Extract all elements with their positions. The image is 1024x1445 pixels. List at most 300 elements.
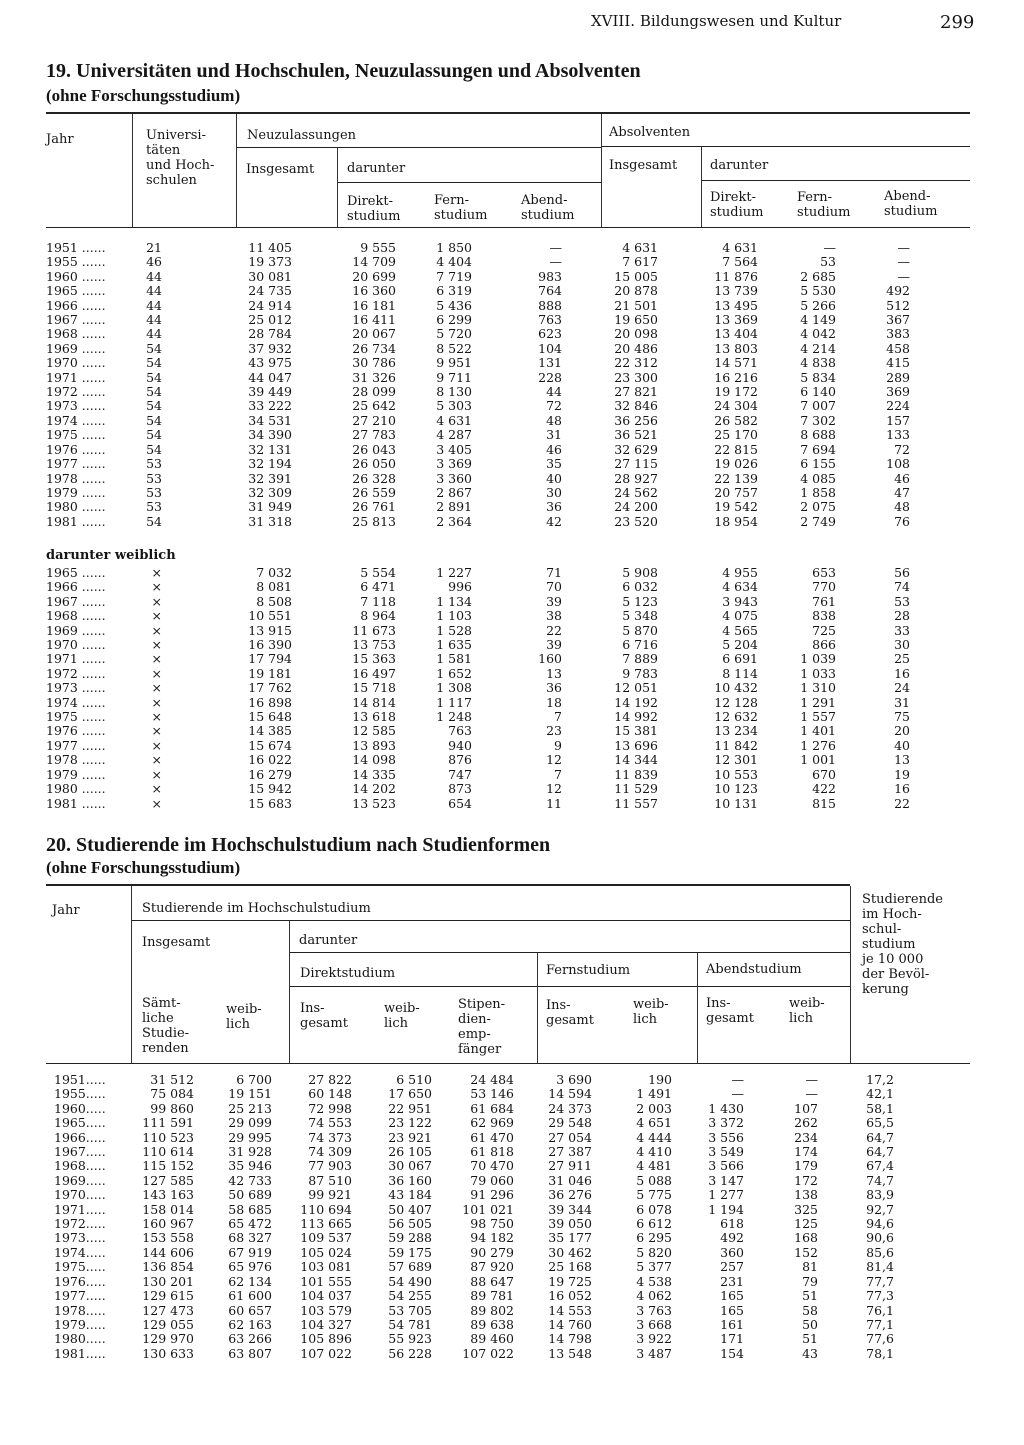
t19-col-abs-abend-values-cell: 367 xyxy=(886,312,910,328)
t20-col-saemtliche-values-cell: 129 055 xyxy=(142,1316,194,1332)
t20-col-abend-weiblich-values-cell: 325 xyxy=(794,1201,818,1217)
t19-w-col-neu-insgesamt-values-cell: 16 279 xyxy=(248,766,292,782)
t19-years-col-cell: 1981 ...... xyxy=(46,513,106,529)
t19-col-direkt-values-cell: 9 555 xyxy=(360,240,396,255)
t20-col-direkt-insgesamt-values xyxy=(290,1073,352,1361)
t20-col-rate-values-cell: 74,7 xyxy=(866,1172,894,1188)
t20-col-direkt-insgesamt-values-cell: 104 037 xyxy=(300,1288,352,1304)
t20-col-weiblich-values-cell: 65 472 xyxy=(228,1216,272,1232)
t19-col-abs-insgesamt-values-cell: 20 098 xyxy=(614,326,658,342)
t19-w-col-neu-insgesamt-values-cell: 17 762 xyxy=(248,680,292,696)
t20-years-col-cell: 1971..... xyxy=(54,1201,106,1217)
t19-col-abend-values-cell: 623 xyxy=(538,326,562,342)
t19-w-years-col-cell: 1967 ...... xyxy=(46,593,106,609)
t20-col-stipendien-values-cell: 87 920 xyxy=(470,1259,514,1275)
t19-col-universities-values-cell: 54 xyxy=(146,441,162,457)
t20-years-col-cell: 1981..... xyxy=(54,1345,106,1361)
t20-col-weiblich-values-cell: 29 099 xyxy=(228,1115,272,1131)
t19-group-neuzulassungen: Neuzulassungen xyxy=(247,128,357,143)
t19-col-abs-insgesamt-values-cell: 19 650 xyxy=(614,312,658,328)
t20-col-weiblich-values-cell: 68 327 xyxy=(228,1230,272,1246)
t20-col-saemtliche-values-cell: 144 606 xyxy=(142,1244,194,1260)
t19-col-abs-insgesamt-values-cell: 23 520 xyxy=(614,513,658,529)
t20-col-weiblich-values-cell: 60 657 xyxy=(228,1302,272,1318)
t19-w-col-abs-direkt-values-cell: 3 943 xyxy=(722,593,758,609)
t19-col-abend-values-cell: 48 xyxy=(546,412,562,428)
t19-col-abs-fern-values-cell: 8 688 xyxy=(800,427,836,443)
t19-col-abs-abend-values-cell: 157 xyxy=(886,412,910,428)
t19-col-direkt: Direkt- studium xyxy=(347,194,401,224)
t19-w-col-abs-direkt-values-cell: 6 691 xyxy=(722,651,758,667)
t19-w-col-abend-values-cell: 70 xyxy=(546,579,562,595)
t20-col-weiblich-values-cell: 62 134 xyxy=(228,1273,272,1289)
t20-col-direkt-weiblich-values-cell: 56 228 xyxy=(388,1345,432,1361)
t19-rule-dar2 xyxy=(702,180,970,181)
t19-w-col-abs-fern-values-cell: 1 276 xyxy=(800,737,836,753)
t20-col-weiblich: weib- lich xyxy=(226,1002,262,1032)
t19-col-abs-direkt-values-cell: 13 803 xyxy=(714,340,758,356)
t20-col-rate-values-cell: 77,6 xyxy=(866,1331,894,1347)
t20-years-col-cell: 1968..... xyxy=(54,1158,106,1174)
t20-col-stipendien: Stipen- dien- emp- fänger xyxy=(458,997,506,1057)
t19-col-direkt-values-cell: 27 210 xyxy=(352,412,396,428)
t19-col-fern-values xyxy=(420,241,472,529)
t19-w-years-col-cell: 1973 ...... xyxy=(46,680,106,696)
t19-w-col-fern-values-cell: 876 xyxy=(448,752,472,768)
t19-w-col-direkt-values-cell: 11 673 xyxy=(352,622,396,638)
t19-col-abs-direkt-values-cell: 19 026 xyxy=(714,456,758,472)
t19-col-abs-abend-values-cell: 492 xyxy=(886,283,910,299)
t20-col-stipendien-values-cell: 94 182 xyxy=(470,1230,514,1246)
t19-col-fern-values-cell: 4 631 xyxy=(436,412,472,428)
t19-w-col-abs-fern-values-cell: 1 033 xyxy=(800,665,836,681)
t19-w-col-abs-fern-values-cell: 1 039 xyxy=(800,651,836,667)
t20-col-direkt-insgesamt-values-cell: 60 148 xyxy=(308,1086,352,1102)
t19-w-col-direkt-values-cell: 14 335 xyxy=(352,766,396,782)
t19-w-col-neu-insgesamt-values xyxy=(230,566,292,811)
t19-col-direkt-values-cell: 26 043 xyxy=(352,441,396,457)
t19-col-abs-direkt-values-cell: 25 170 xyxy=(714,427,758,443)
t19-col-abend-values-cell: 228 xyxy=(538,369,562,385)
t19-col-neu-insgesamt-values-cell: 39 449 xyxy=(248,384,292,400)
t19-w-col-neu-insgesamt-values-cell: 13 915 xyxy=(248,622,292,638)
t19-col-abs-fern-values-cell: 6 140 xyxy=(800,384,836,400)
t20-col-fern-weiblich-values-cell: 3 763 xyxy=(636,1302,672,1318)
t20-col-weiblich-values-cell: 42 733 xyxy=(228,1172,272,1188)
t19-col-abs-abend-values-cell: 289 xyxy=(886,369,910,385)
t20-col-abend-insgesamt-values-cell: 3 147 xyxy=(708,1172,744,1188)
t19-w-col-abs-direkt-values-cell: 12 128 xyxy=(714,694,758,710)
t19-w-col-abend-values-cell: 7 xyxy=(554,766,562,782)
t20-col-rate-values-cell: 83,9 xyxy=(866,1187,894,1203)
t19-col-abend-values-cell: 30 xyxy=(546,484,562,500)
t20-col-weiblich-values-cell: 19 151 xyxy=(228,1086,272,1102)
t20-col-stipendien-values-cell: 62 969 xyxy=(470,1115,514,1131)
t20-col-weiblich-values-cell: 35 946 xyxy=(228,1158,272,1174)
t19-w-col-neu-insgesamt-values-cell: 16 390 xyxy=(248,637,292,653)
table19-title: 19. Universitäten und Hochschulen, Neuzulassungen und Absolventen xyxy=(46,60,641,82)
t20-col-abend-weiblich-values-cell: 234 xyxy=(794,1129,818,1145)
t20-col-abend-weiblich-values xyxy=(776,1073,818,1361)
t19-col-neu-insgesamt-values-cell: 19 373 xyxy=(248,254,292,270)
t19-col-abs-abend-values-cell: 512 xyxy=(886,297,910,313)
t19-w-col-abs-abend-values-cell: 16 xyxy=(894,665,910,681)
t19-w-col-abs-insgesamt-values-cell: 11 529 xyxy=(614,781,658,797)
t20-col-saemtliche-values-cell: 129 615 xyxy=(142,1288,194,1304)
t20-col-fern-weiblich-values-cell: 4 651 xyxy=(636,1115,672,1131)
t20-col-abend-weiblich-values-cell: 125 xyxy=(794,1216,818,1232)
t19-w-col-fern-values-cell: 1 227 xyxy=(436,565,472,580)
t20-col-abend-insgesamt-values-cell: 3 556 xyxy=(708,1129,744,1145)
t19-w-col-abs-fern-values xyxy=(784,566,836,811)
t20-col-fern-insgesamt-values-cell: 14 798 xyxy=(548,1331,592,1347)
t19-col-fern-values-cell: 5 720 xyxy=(436,326,472,342)
t19-w-col-abs-fern-values-cell: 653 xyxy=(812,565,836,580)
t20-col-abend-weiblich-values-cell: 43 xyxy=(802,1345,818,1361)
t19-w-col-abend-values-cell: 11 xyxy=(546,795,562,811)
t20-col-fern-weiblich-values-cell: 3 922 xyxy=(636,1331,672,1347)
t19-header-bottom-rule xyxy=(46,227,970,228)
t20-col-abend-insgesamt-values-cell: 1 277 xyxy=(708,1187,744,1203)
t20-col-rate-values-cell: 67,4 xyxy=(866,1158,894,1174)
t19-w-col-abs-fern-values-cell: 1 557 xyxy=(800,709,836,725)
t19-w-col-universities-values-cell: × xyxy=(151,622,162,638)
t20-rule-sub xyxy=(290,986,850,987)
t19-years-col-cell: 1969 ...... xyxy=(46,340,106,356)
t20-col-stipendien-values-cell: 61 684 xyxy=(470,1100,514,1116)
t20-col-direkt-weiblich-values-cell: 59 175 xyxy=(388,1244,432,1260)
t19-col-abs-direkt-values-cell: 24 304 xyxy=(714,398,758,414)
t19-w-col-abs-fern-values-cell: 838 xyxy=(812,608,836,624)
t19-w-col-abs-insgesamt-values-cell: 11 839 xyxy=(614,766,658,782)
t19-col-universities-values-cell: 54 xyxy=(146,398,162,414)
t19-col-abs-direkt-values-cell: 22 815 xyxy=(714,441,758,457)
t19-w-col-universities-values-cell: × xyxy=(151,709,162,725)
t19-col-abs-fern-values-cell: 4 214 xyxy=(800,340,836,356)
t19-col-abs-darunter: darunter xyxy=(710,158,769,173)
t19-col-abs-abend: Abend- studium xyxy=(884,189,938,219)
t19-col-fern-values-cell: 8 130 xyxy=(436,384,472,400)
t19-col-universities-values-cell: 54 xyxy=(146,369,162,385)
t19-w-col-universities-values-cell: × xyxy=(151,579,162,595)
t19-w-col-abs-abend-values-cell: 40 xyxy=(894,737,910,753)
t19-w-col-direkt-values-cell: 14 098 xyxy=(352,752,396,768)
t20-col-direkt-insgesamt-values-cell: 110 694 xyxy=(300,1201,352,1217)
t20-col-direkt-insgesamt-values-cell: 87 510 xyxy=(308,1172,352,1188)
t19-vline-1 xyxy=(132,114,133,227)
t20-col-weiblich-values-cell: 25 213 xyxy=(228,1100,272,1116)
t19-w-col-abs-direkt-values-cell: 10 123 xyxy=(714,781,758,797)
t19-w-col-abend-values xyxy=(520,566,562,811)
t20-group-direktstudium: Direktstudium xyxy=(300,966,396,981)
t19-col-direkt-values-cell: 31 326 xyxy=(352,369,396,385)
t19-vline-2 xyxy=(236,114,237,227)
t20-col-direkt-weiblich-values-cell: 22 951 xyxy=(388,1100,432,1116)
t19-col-universities-values-cell: 53 xyxy=(146,456,162,472)
t19-w-col-direkt-values-cell: 15 718 xyxy=(352,680,396,696)
t19-col-universities-values-cell: 21 xyxy=(146,240,162,255)
t19-col-fern-values-cell: 4 287 xyxy=(436,427,472,443)
t20-col-fern-insgesamt-values-cell: 14 553 xyxy=(548,1302,592,1318)
t20-col-fern-weiblich-values-cell: 5 377 xyxy=(636,1259,672,1275)
t20-col-abend-insgesamt-values-cell: 257 xyxy=(720,1259,744,1275)
t20-col-stipendien-values-cell: 101 021 xyxy=(462,1201,514,1217)
t19-col-fern-values-cell: 3 405 xyxy=(436,441,472,457)
t20-col-rate-values-cell: 77,7 xyxy=(866,1273,894,1289)
t19-years-col-cell: 1978 ...... xyxy=(46,470,106,486)
t20-col-saemtliche-values-cell: 127 585 xyxy=(142,1172,194,1188)
t19-w-col-direkt-values-cell: 15 363 xyxy=(352,651,396,667)
t19-col-abs-fern-values-cell: 4 838 xyxy=(800,355,836,371)
t19-col-abs-fern-values-cell: 4 149 xyxy=(800,312,836,328)
t19-years-col-cell: 1968 ...... xyxy=(46,326,106,342)
t19-col-abs-fern-values-cell: 5 530 xyxy=(800,283,836,299)
t19-w-col-abs-fern-values-cell: 1 291 xyxy=(800,694,836,710)
t19-col-neu-darunter: darunter xyxy=(347,161,406,176)
t20-col-abend-insgesamt-values-cell: — xyxy=(731,1086,744,1102)
t19-vline-5 xyxy=(701,147,702,227)
t19-w-col-direkt-values xyxy=(336,566,396,811)
t19-col-direkt-values-cell: 25 813 xyxy=(352,513,396,529)
t20-col-abend-insgesamt-values-cell: 165 xyxy=(720,1302,744,1318)
t20-years-col-cell: 1972..... xyxy=(54,1216,106,1232)
t19-w-col-abs-insgesamt-values-cell: 5 348 xyxy=(622,608,658,624)
t19-w-col-direkt-values-cell: 13 523 xyxy=(352,795,396,811)
t20-col-fern-insgesamt: Ins- gesamt xyxy=(546,998,594,1028)
t19-w-years-col xyxy=(46,566,106,811)
t20-col-weiblich-values-cell: 63 266 xyxy=(228,1331,272,1347)
t20-col-fern-weiblich-values-cell: 5 820 xyxy=(636,1244,672,1260)
t19-w-col-abs-abend-values-cell: 24 xyxy=(894,680,910,696)
t19-vline-4 xyxy=(601,114,602,227)
t19-w-col-abs-direkt-values-cell: 4 634 xyxy=(722,579,758,595)
t19-col-universities-values-cell: 44 xyxy=(146,297,162,313)
t19-w-col-abend-values-cell: 12 xyxy=(546,781,562,797)
t19-col-abs-abend-values-cell: 133 xyxy=(886,427,910,443)
t19-w-col-fern-values-cell: 1 134 xyxy=(436,593,472,609)
t19-w-col-abs-direkt-values-cell: 10 432 xyxy=(714,680,758,696)
t20-col-fern-insgesamt-values-cell: 36 276 xyxy=(548,1187,592,1203)
t20-vline-4 xyxy=(697,953,698,1063)
t19-col-abs-insgesamt-values-cell: 20 878 xyxy=(614,283,658,299)
t19-w-col-neu-insgesamt-values-cell: 14 385 xyxy=(248,723,292,739)
t19-col-universities-values-cell: 44 xyxy=(146,268,162,284)
t19-col-abs-abend-values-cell: 224 xyxy=(886,398,910,414)
t20-col-saemtliche-values-cell: 99 860 xyxy=(150,1100,194,1116)
t19-w-col-abs-insgesamt-values-cell: 14 344 xyxy=(614,752,658,768)
t19-col-abs-insgesamt: Insgesamt xyxy=(609,158,678,173)
t19-w-col-universities-values-cell: × xyxy=(151,665,162,681)
t19-col-abend-values xyxy=(520,241,562,529)
t19-col-abend: Abend- studium xyxy=(521,193,575,223)
t19-col-abs-insgesamt-values-cell: 36 256 xyxy=(614,412,658,428)
t19-col-direkt-values-cell: 30 786 xyxy=(352,355,396,371)
t20-col-stipendien-values-cell: 79 060 xyxy=(470,1172,514,1188)
t19-w-col-fern-values-cell: 1 635 xyxy=(436,637,472,653)
t19-col-abs-direkt-values-cell: 13 369 xyxy=(714,312,758,328)
t19-col-abend-values-cell: 36 xyxy=(546,499,562,515)
t19-col-abs-abend-values xyxy=(870,241,910,529)
t20-col-stipendien-values-cell: 89 638 xyxy=(470,1316,514,1332)
t20-col-rate-values xyxy=(850,1073,894,1361)
t20-col-fern-weiblich-values-cell: 4 444 xyxy=(636,1129,672,1145)
t20-col-fern-weiblich-values-cell: 5 775 xyxy=(636,1187,672,1203)
t20-col-fern-insgesamt-values-cell: 3 690 xyxy=(556,1072,592,1087)
t19-col-abend-values-cell: 46 xyxy=(546,441,562,457)
t19-w-col-abs-fern-values-cell: 422 xyxy=(812,781,836,797)
t19-years-col-cell: 1975 ...... xyxy=(46,427,106,443)
t20-col-fern-insgesamt-values-cell: 16 052 xyxy=(548,1288,592,1304)
t20-col-direkt-weiblich-values-cell: 6 510 xyxy=(396,1072,432,1087)
t20-col-abend-insgesamt-values-cell: 231 xyxy=(720,1273,744,1289)
t20-col-fern-insgesamt-values-cell: 29 548 xyxy=(548,1115,592,1131)
t19-w-col-universities-values-cell: × xyxy=(151,637,162,653)
t20-col-stipendien-values-cell: 90 279 xyxy=(470,1244,514,1260)
t20-col-fern-weiblich-values-cell: 1 491 xyxy=(636,1086,672,1102)
t19-w-col-abend-values-cell: 39 xyxy=(546,637,562,653)
t19-w-years-col-cell: 1965 ...... xyxy=(46,565,106,580)
t19-col-abend-values-cell: — xyxy=(549,240,562,255)
t20-col-abend-weiblich-values-cell: 51 xyxy=(802,1288,818,1304)
t20-col-direkt-weiblich-values-cell: 26 105 xyxy=(388,1144,432,1160)
t19-w-col-neu-insgesamt-values-cell: 8 081 xyxy=(256,579,292,595)
t19-w-col-direkt-values-cell: 14 814 xyxy=(352,694,396,710)
t19-col-neu-insgesamt-values-cell: 32 194 xyxy=(248,456,292,472)
t19-w-col-abs-fern-values-cell: 770 xyxy=(812,579,836,595)
t19-w-years-col-cell: 1968 ...... xyxy=(46,608,106,624)
t19-w-col-abs-insgesamt-values-cell: 5 123 xyxy=(622,593,658,609)
t19-w-years-col-cell: 1977 ...... xyxy=(46,737,106,753)
t19-w-col-abs-abend-values-cell: 74 xyxy=(894,579,910,595)
t19-years-col-cell: 1970 ...... xyxy=(46,355,106,371)
t19-w-col-fern-values-cell: 747 xyxy=(448,766,472,782)
t19-w-col-neu-insgesamt-values-cell: 15 648 xyxy=(248,709,292,725)
t19-w-col-abs-abend-values-cell: 30 xyxy=(894,637,910,653)
t20-col-stipendien-values-cell: 61 470 xyxy=(470,1129,514,1145)
t20-col-weiblich-values-cell: 67 919 xyxy=(228,1244,272,1260)
t19-col-universities-values-cell: 54 xyxy=(146,384,162,400)
t19-w-years-col-cell: 1969 ...... xyxy=(46,622,106,638)
t19-w-col-abend-values-cell: 13 xyxy=(546,665,562,681)
t20-col-saemtliche-values-cell: 130 201 xyxy=(142,1273,194,1289)
t20-col-stipendien-values-cell: 24 484 xyxy=(470,1072,514,1087)
t20-col-saemtliche-values-cell: 136 854 xyxy=(142,1259,194,1275)
t19-w-col-neu-insgesamt-values-cell: 19 181 xyxy=(248,665,292,681)
t19-col-abend-values-cell: 35 xyxy=(546,456,562,472)
t19-col-abs-abend-values-cell: 76 xyxy=(894,513,910,529)
t19-w-col-fern-values-cell: 1 528 xyxy=(436,622,472,638)
t19-col-direkt-values-cell: 14 709 xyxy=(352,254,396,270)
t20-col-abend-insgesamt: Ins- gesamt xyxy=(706,996,754,1026)
t19-col-fern-values-cell: 3 369 xyxy=(436,456,472,472)
t20-years-col-cell: 1966..... xyxy=(54,1129,106,1145)
t19-w-col-universities-values-cell: × xyxy=(151,795,162,811)
t20-col-weiblich-values-cell: 31 928 xyxy=(228,1144,272,1160)
t20-vline-1 xyxy=(131,886,132,1063)
t20-col-saemtliche-values-cell: 160 967 xyxy=(142,1216,194,1232)
t20-col-direkt-insgesamt-values-cell: 105 896 xyxy=(300,1331,352,1347)
table20-title: 20. Studierende im Hochschulstudium nach Studienformen xyxy=(46,834,551,856)
t19-w-col-fern-values xyxy=(420,566,472,811)
t20-col-saemtliche-values-cell: 143 163 xyxy=(142,1187,194,1203)
t19-col-universities-values-cell: 53 xyxy=(146,470,162,486)
t19-w-col-abs-insgesamt-values-cell: 14 192 xyxy=(614,694,658,710)
t19-rule-neu xyxy=(237,147,602,148)
t19-w-col-fern-values-cell: 1 581 xyxy=(436,651,472,667)
t19-col-direkt-values-cell: 26 734 xyxy=(352,340,396,356)
t19-col-fern-values-cell: 2 867 xyxy=(436,484,472,500)
t20-col-abend-weiblich-values-cell: 58 xyxy=(802,1302,818,1318)
t20-col-direkt-insgesamt-values-cell: 99 921 xyxy=(308,1187,352,1203)
t20-col-saemtliche-values-cell: 127 473 xyxy=(142,1302,194,1318)
t20-col-stipendien-values-cell: 107 022 xyxy=(462,1345,514,1361)
t19-col-universities-values-cell: 46 xyxy=(146,254,162,270)
t20-group-studierende: Studierende im Hochschulstudium xyxy=(142,901,371,916)
t19-years-col-cell: 1951 ...... xyxy=(46,240,106,255)
t19-w-col-abs-direkt-values-cell: 13 234 xyxy=(714,723,758,739)
t19-w-col-abs-insgesamt-values-cell: 15 381 xyxy=(614,723,658,739)
t20-col-direkt-weiblich-values-cell: 36 160 xyxy=(388,1172,432,1188)
t19-w-col-abs-insgesamt-values xyxy=(598,566,658,811)
t19-w-col-abs-insgesamt-values-cell: 12 051 xyxy=(614,680,658,696)
t20-col-stipendien-values-cell: 91 296 xyxy=(470,1187,514,1203)
t19-col-neu-insgesamt-values-cell: 32 391 xyxy=(248,470,292,486)
t20-col-weiblich-values-cell: 61 600 xyxy=(228,1288,272,1304)
t19-col-abs-fern-values-cell: 53 xyxy=(820,254,836,270)
t19-section-darunter-weiblich: darunter weiblich xyxy=(46,548,176,563)
t19-col-fern-values-cell: 3 360 xyxy=(436,470,472,486)
t19-w-col-abs-insgesamt-values-cell: 7 889 xyxy=(622,651,658,667)
t19-w-col-fern-values-cell: 654 xyxy=(448,795,472,811)
t19-col-direkt-values-cell: 26 328 xyxy=(352,470,396,486)
t19-w-col-universities-values-cell: × xyxy=(151,766,162,782)
t19-col-abs-fern-values xyxy=(784,241,836,529)
t20-col-direkt-insgesamt-values-cell: 107 022 xyxy=(300,1345,352,1361)
t19-col-abs-direkt-values-cell: 18 954 xyxy=(714,513,758,529)
t19-col-neu-insgesamt-values-cell: 28 784 xyxy=(248,326,292,342)
t20-col-rate-values-cell: 64,7 xyxy=(866,1144,894,1160)
t20-col-fern-weiblich-values-cell: 4 481 xyxy=(636,1158,672,1174)
t19-w-col-abend-values-cell: 71 xyxy=(546,565,562,580)
t19-w-col-abs-abend-values-cell: 56 xyxy=(894,565,910,580)
t19-w-col-neu-insgesamt-values-cell: 15 942 xyxy=(248,781,292,797)
t20-col-abend-weiblich-values-cell: — xyxy=(805,1086,818,1102)
t19-col-abend-values-cell: 72 xyxy=(546,398,562,414)
t20-col-weiblich-values-cell: 62 163 xyxy=(228,1316,272,1332)
t19-col-direkt-values-cell: 26 050 xyxy=(352,456,396,472)
t19-w-col-abend-values-cell: 36 xyxy=(546,680,562,696)
t19-col-abs-insgesamt-values-cell: 27 115 xyxy=(614,456,658,472)
t20-col-stipendien-values-cell: 88 647 xyxy=(470,1273,514,1289)
t20-col-direkt-insgesamt-values-cell: 113 665 xyxy=(300,1216,352,1232)
t19-col-abs-abend-values-cell: 383 xyxy=(886,326,910,342)
t19-col-abs-fern-values-cell: 7 007 xyxy=(800,398,836,414)
t19-col-neu-insgesamt-values-cell: 43 975 xyxy=(248,355,292,371)
t20-vline-3 xyxy=(537,953,538,1063)
t19-col-abs-direkt-values-cell: 13 404 xyxy=(714,326,758,342)
t20-years-col-cell: 1967..... xyxy=(54,1144,106,1160)
t19-years-col-cell: 1977 ...... xyxy=(46,456,106,472)
t19-w-col-abend-values-cell: 7 xyxy=(554,709,562,725)
t20-col-fern-insgesamt-values-cell: 27 054 xyxy=(548,1129,592,1145)
t19-w-col-abs-direkt-values-cell: 8 114 xyxy=(722,665,758,681)
t19-col-abs-direkt-values-cell: 11 876 xyxy=(714,268,758,284)
t20-col-abend-weiblich-values-cell: 138 xyxy=(794,1187,818,1203)
t20-col-direkt-weiblich-values-cell: 54 255 xyxy=(388,1288,432,1304)
t19-years-col-cell: 1955 ...... xyxy=(46,254,106,270)
t19-col-abs-insgesamt-values-cell: 28 927 xyxy=(614,470,658,486)
t20-col-weiblich-values-cell: 65 976 xyxy=(228,1259,272,1275)
